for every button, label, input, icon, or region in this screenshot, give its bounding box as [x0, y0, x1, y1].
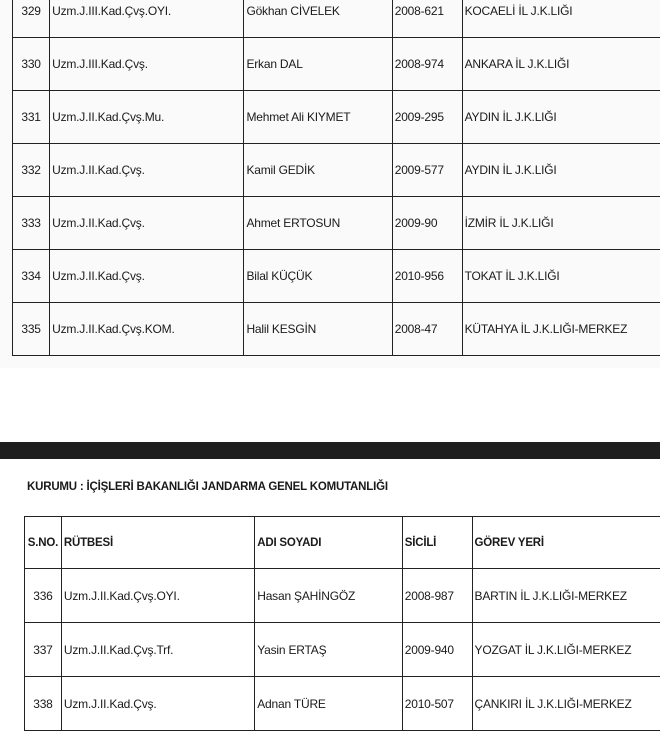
cell-ad-soyadi: Mehmet Ali KIYMET: [244, 91, 392, 144]
cell-ad-soyadi: Hasan ŞAHİNGÖZ: [255, 569, 403, 623]
header-gorev-yeri: GÖREV YERİ: [472, 517, 660, 569]
cell-ad-soyadi: Kamil GEDİK: [244, 144, 392, 197]
header-sicil: SİCİLİ: [402, 517, 472, 569]
institution-caption: KURUMU : İÇİŞLERİ BAKANLIĞI JANDARMA GENEL KOMUTANLIĞI: [27, 481, 388, 493]
cell-ad-soyadi: Halil KESGİN: [244, 303, 392, 356]
cell-sicil: 2009-90: [392, 197, 462, 250]
cell-rutbe: Uzm.J.III.Kad.Çvş.: [50, 38, 244, 91]
cell-ad-soyadi: Ahmet ERTOSUN: [244, 197, 392, 250]
table-row: [13, 144, 660, 197]
cell-sicil: 2009-940: [402, 623, 472, 677]
cell-sicil: 2009-577: [392, 144, 462, 197]
cell-rutbe: Uzm.J.II.Kad.Çvş.Trf.: [61, 623, 254, 677]
cell-sno: 337: [25, 623, 62, 677]
cell-rutbe: Uzm.J.II.Kad.Çvş.: [50, 144, 244, 197]
cell-gorev-yeri: İZMİR İL J.K.LIĞI: [462, 197, 660, 250]
cell-sicil: 2008-987: [402, 569, 472, 623]
cell-ad-soyadi: Gökhan CİVELEK: [244, 0, 392, 38]
table-row: [13, 0, 660, 38]
header-rutbe: RÜTBESİ: [61, 517, 254, 569]
header-sno: S.NO.: [25, 517, 62, 569]
cell-gorev-yeri: KÜTAHYA İL J.K.LIĞI-MERKEZ: [462, 303, 660, 356]
cell-sno: 335: [13, 303, 50, 356]
table-header-row: [25, 517, 660, 569]
table-row: [13, 197, 660, 250]
cell-sicil: 2009-295: [392, 91, 462, 144]
table-row: [13, 303, 660, 356]
cell-rutbe: Uzm.J.II.Kad.Çvş.Mu.: [50, 91, 244, 144]
cell-gorev-yeri: AYDIN İL J.K.LIĞI: [462, 91, 660, 144]
cell-gorev-yeri: BARTIN İL J.K.LIĞI-MERKEZ: [472, 569, 660, 623]
table-row: [25, 569, 660, 623]
table-row: [13, 91, 660, 144]
cell-sno: 329: [13, 0, 50, 38]
page-gap: [0, 368, 660, 442]
cell-sicil: 2010-956: [392, 250, 462, 303]
cell-gorev-yeri: YOZGAT İL J.K.LIĞI-MERKEZ: [472, 623, 660, 677]
cell-rutbe: Uzm.J.III.Kad.Çvş.OYI.: [50, 0, 244, 38]
cell-rutbe: Uzm.J.II.Kad.Çvş.KOM.: [50, 303, 244, 356]
table-row: [25, 677, 660, 731]
cell-rutbe: Uzm.J.II.Kad.Çvş.: [50, 197, 244, 250]
personnel-table-top: [12, 0, 660, 356]
cell-gorev-yeri: AYDIN İL J.K.LIĞI: [462, 144, 660, 197]
cell-sicil: 2008-47: [392, 303, 462, 356]
cell-ad-soyadi: Yasin ERTAŞ: [255, 623, 403, 677]
cell-rutbe: Uzm.J.II.Kad.Çvş.OYI.: [61, 569, 254, 623]
cell-sno: 331: [13, 91, 50, 144]
cell-gorev-yeri: TOKAT İL J.K.LIĞI: [462, 250, 660, 303]
cell-rutbe: Uzm.J.II.Kad.Çvş.: [50, 250, 244, 303]
cell-sno: 336: [25, 569, 62, 623]
table-row: [25, 623, 660, 677]
cell-rutbe: Uzm.J.II.Kad.Çvş.: [61, 677, 254, 731]
cell-sicil: 2008-621: [392, 0, 462, 38]
cell-gorev-yeri: KOCAELİ İL J.K.LIĞI: [462, 0, 660, 38]
cell-sno: 338: [25, 677, 62, 731]
cell-gorev-yeri: ÇANKIRI İL J.K.LIĞI-MERKEZ: [472, 677, 660, 731]
cell-sno: 333: [13, 197, 50, 250]
cell-ad-soyadi: Adnan TÜRE: [255, 677, 403, 731]
cell-sicil: 2010-507: [402, 677, 472, 731]
cell-sno: 334: [13, 250, 50, 303]
cell-sno: 330: [13, 38, 50, 91]
personnel-table-bottom: [24, 516, 660, 731]
cell-sno: 332: [13, 144, 50, 197]
table-row: [13, 38, 660, 91]
cell-ad-soyadi: Bilal KÜÇÜK: [244, 250, 392, 303]
cell-gorev-yeri: ANKARA İL J.K.LIĞI: [462, 38, 660, 91]
cell-sicil: 2008-974: [392, 38, 462, 91]
page-separator: [0, 442, 660, 459]
cell-ad-soyadi: Erkan DAL: [244, 38, 392, 91]
header-ad-soyadi: ADI SOYADI: [255, 517, 403, 569]
table-row: [13, 250, 660, 303]
